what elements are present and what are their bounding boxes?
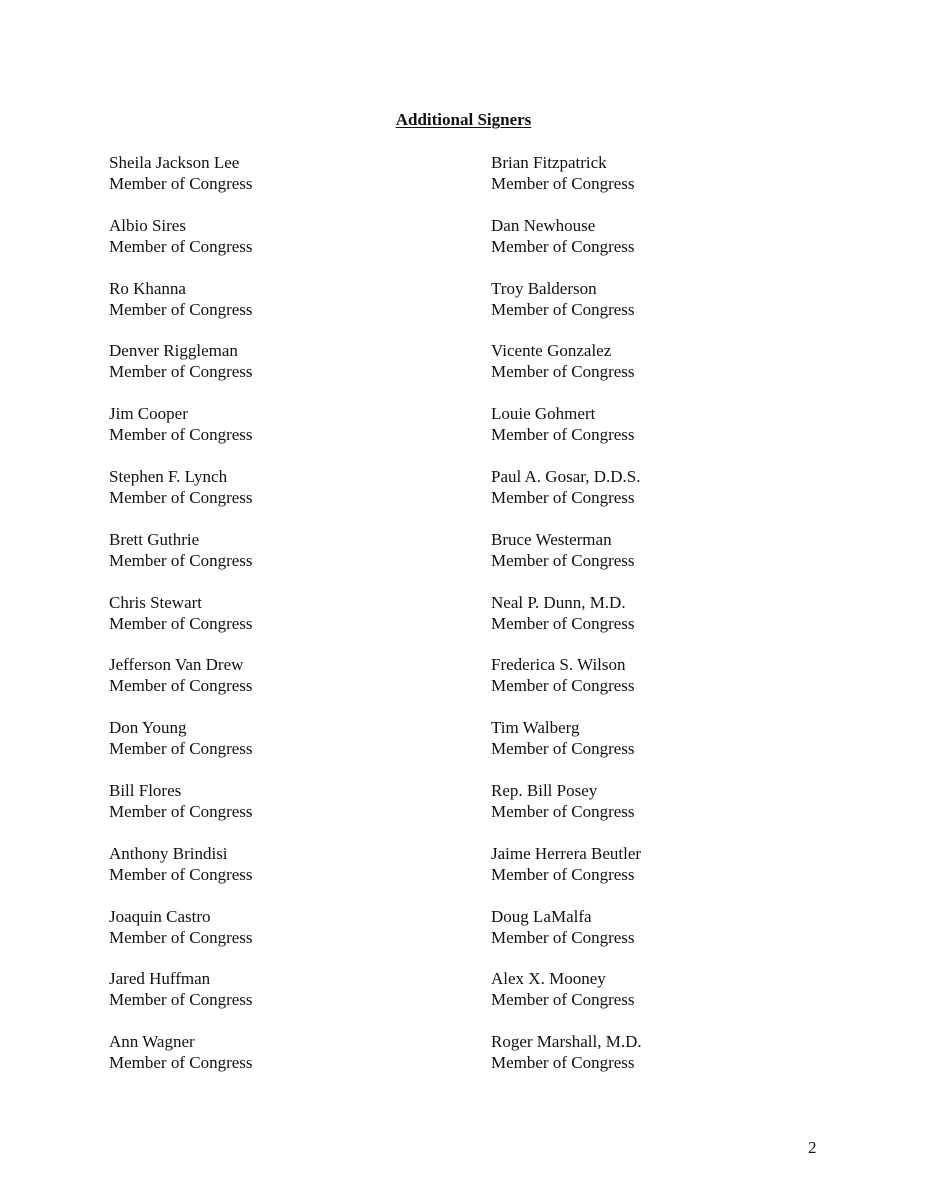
signer-title: Member of Congress xyxy=(109,676,253,696)
page-title: Additional Signers xyxy=(395,110,532,129)
signer-title: Member of Congress xyxy=(109,174,253,193)
signer-title: Member of Congress xyxy=(109,990,253,1010)
signer-name: Sheila Jackson Lee xyxy=(109,153,240,172)
signer-title: Member of Congress xyxy=(109,927,253,947)
signer-entry xyxy=(109,717,253,759)
signer-title: Member of Congress xyxy=(109,613,253,633)
signer-name: Roger Marshall, M.D. xyxy=(491,1032,642,1052)
signer-entry xyxy=(491,592,642,634)
signer-name: Frederica S. Wilson xyxy=(491,655,626,675)
signer-title: Member of Congress xyxy=(491,739,635,759)
signer-title: Member of Congress xyxy=(491,299,635,319)
signer-name: Bruce Westerman xyxy=(491,529,612,549)
signer-name: Jaime Herrera Beutler xyxy=(491,843,642,863)
signer-title: Member of Congress xyxy=(109,362,253,382)
signer-entry xyxy=(491,529,642,571)
signer-title: Member of Congress xyxy=(491,174,635,193)
signer-entry xyxy=(491,215,642,257)
signer-entry xyxy=(491,717,642,759)
signer-title: Member of Congress xyxy=(491,362,635,382)
signer-entry xyxy=(109,843,253,885)
signer-entry xyxy=(109,654,253,696)
signer-name: Jefferson Van Drew xyxy=(109,655,244,675)
signer-entry xyxy=(109,403,253,445)
signer-entry xyxy=(491,1031,642,1073)
signer-entry xyxy=(109,466,253,508)
signer-title: Member of Congress xyxy=(109,801,253,821)
signer-name: Jim Cooper xyxy=(109,404,188,424)
signer-title: Member of Congress xyxy=(109,236,253,256)
signer-name: Tim Walberg xyxy=(491,718,580,738)
signers-left-column xyxy=(109,152,253,1094)
signer-entry xyxy=(491,843,642,885)
signer-name: Doug LaMalfa xyxy=(491,906,592,926)
signer-name: Dan Newhouse xyxy=(491,215,596,235)
signer-title: Member of Congress xyxy=(491,864,635,884)
signer-name: Albio Sires xyxy=(109,215,186,235)
signer-title: Member of Congress xyxy=(109,550,253,570)
signer-name: Bill Flores xyxy=(109,780,182,800)
signer-title: Member of Congress xyxy=(109,299,253,319)
signer-entry xyxy=(109,968,253,1010)
signers-right-column xyxy=(491,152,642,1094)
signer-title: Member of Congress xyxy=(491,550,635,570)
signer-entry xyxy=(491,654,642,696)
signer-title: Member of Congress xyxy=(109,1053,253,1073)
signer-title: Member of Congress xyxy=(109,487,253,507)
signer-entry xyxy=(109,152,253,194)
signer-name: Chris Stewart xyxy=(109,592,203,612)
signer-name: Brett Guthrie xyxy=(109,529,200,549)
signer-title: Member of Congress xyxy=(491,236,635,256)
signer-entry xyxy=(491,152,642,194)
signer-name: Neal P. Dunn, M.D. xyxy=(491,592,626,612)
signer-entry xyxy=(491,403,642,445)
signer-title: Member of Congress xyxy=(491,990,635,1010)
signer-title: Member of Congress xyxy=(491,425,635,445)
signer-entry xyxy=(109,278,253,320)
signer-name: Ro Khanna xyxy=(109,278,186,298)
signer-name: Alex X. Mooney xyxy=(491,969,606,989)
signer-name: Paul A. Gosar, D.D.S. xyxy=(491,466,641,486)
signer-title: Member of Congress xyxy=(491,801,635,821)
signer-title: Member of Congress xyxy=(491,676,635,696)
signer-name: Vicente Gonzalez xyxy=(491,341,612,361)
page-number: 2 xyxy=(808,1138,817,1157)
signer-entry xyxy=(491,278,642,320)
signer-name: Jared Huffman xyxy=(109,969,211,989)
signer-title: Member of Congress xyxy=(109,864,253,884)
signer-title: Member of Congress xyxy=(491,487,635,507)
signer-entry xyxy=(109,592,253,634)
signer-entry xyxy=(109,529,253,571)
signer-name: Don Young xyxy=(109,718,187,738)
signer-name: Denver Riggleman xyxy=(109,341,238,361)
signer-entry xyxy=(491,340,642,382)
signer-name: Brian Fitzpatrick xyxy=(491,153,607,172)
signer-name: Anthony Brindisi xyxy=(109,843,228,863)
signer-entry xyxy=(491,780,642,822)
signer-entry xyxy=(109,340,253,382)
signer-entry xyxy=(491,906,642,948)
signer-title: Member of Congress xyxy=(491,927,635,947)
signer-name: Louie Gohmert xyxy=(491,404,596,424)
signer-name: Troy Balderson xyxy=(491,278,597,298)
signer-entry xyxy=(109,1031,253,1073)
signer-entry xyxy=(491,466,642,508)
signer-name: Joaquin Castro xyxy=(109,906,211,926)
signer-entry xyxy=(109,780,253,822)
signer-title: Member of Congress xyxy=(491,613,635,633)
signer-name: Rep. Bill Posey xyxy=(491,780,598,800)
signer-title: Member of Congress xyxy=(109,425,253,445)
signer-title: Member of Congress xyxy=(491,1053,635,1073)
signer-name: Ann Wagner xyxy=(109,1032,195,1052)
signer-entry xyxy=(491,968,642,1010)
signer-name: Stephen F. Lynch xyxy=(109,466,228,486)
signer-entry xyxy=(109,215,253,257)
signer-title: Member of Congress xyxy=(109,739,253,759)
signer-entry xyxy=(109,906,253,948)
